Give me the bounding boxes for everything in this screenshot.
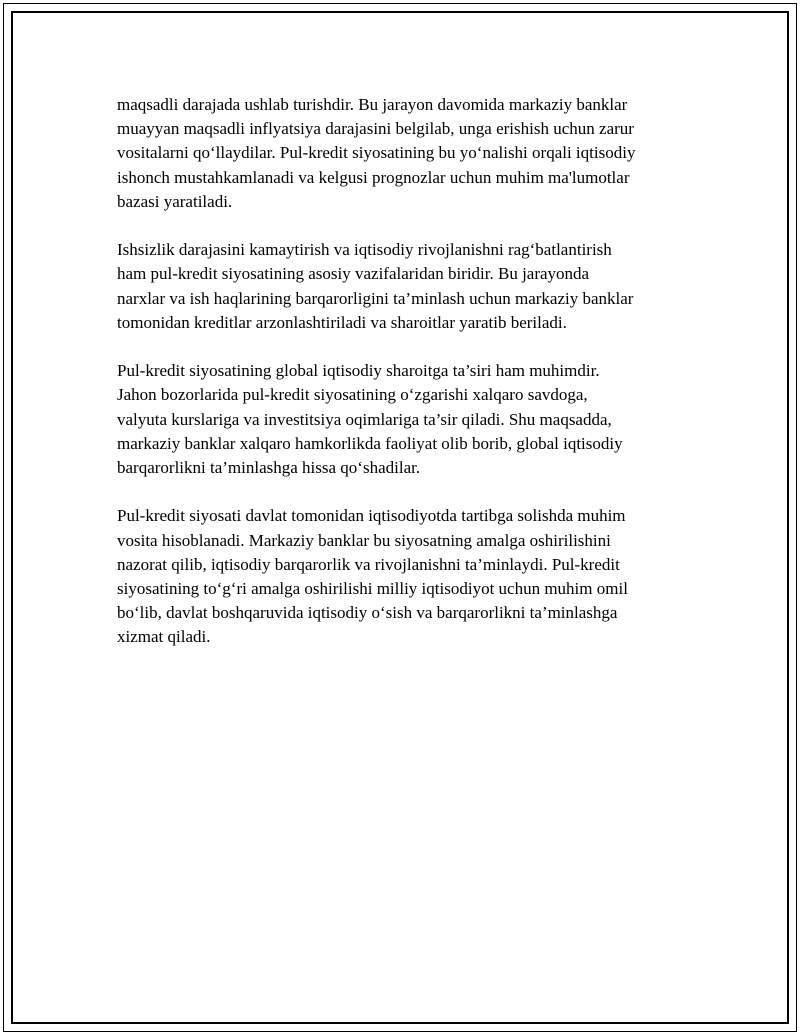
text-line: nazorat qilib, iqtisodiy barqarorlik va rivojlanishni ta’minlaydi. Pul-kredit <box>117 554 620 574</box>
text-line: valyuta kurslariga va investitsiya oqimlariga ta’sir qiladi. Shu maqsadda, <box>117 409 612 429</box>
document-body <box>117 93 687 650</box>
text-line: muayyan maqsadli inflyatsiya darajasini belgilab, unga erishish uchun zarur <box>117 119 634 139</box>
paragraph-4 <box>117 504 687 649</box>
text-line: markaziy banklar xalqaro hamkorlikda faoliyat olib borib, global iqtisodiy <box>117 433 623 453</box>
text-line: vositalarni qo‘llaydilar. Pul-kredit siyosatining bu yo‘nalishi orqali iqtisodiy <box>117 143 636 163</box>
text-line: Ishsizlik darajasini kamaytirish va iqtisodiy rivojlanishni rag‘batlantirish <box>117 240 612 260</box>
text-line: ishonch mustahkamlanadi va kelgusi prognozlar uchun muhim ma'lumotlar <box>117 167 630 187</box>
text-line: Jahon bozorlarida pul-kredit siyosatining o‘zgarishi xalqaro savdoga, <box>117 385 588 405</box>
text-line: bo‘lib, davlat boshqaruvida iqtisodiy o‘sish va barqarorlikni ta’minlashga <box>117 603 618 623</box>
text-line: vosita hisoblanadi. Markaziy banklar bu siyosatning amalga oshirilishini <box>117 530 611 550</box>
text-line: Pul-kredit siyosati davlat tomonidan iqtisodiyotda tartibga solishda muhim <box>117 506 626 526</box>
paragraph-3 <box>117 359 687 480</box>
text-line: barqarorlikni ta’minlashga hissa qo‘shadilar. <box>117 458 421 478</box>
paragraph-2 <box>117 238 687 335</box>
text-line: ham pul-kredit siyosatining asosiy vazifalaridan biridir. Bu jarayonda <box>117 264 590 284</box>
text-line: tomonidan kreditlar arzonlashtiriladi va sharoitlar yaratib beriladi. <box>117 312 567 332</box>
text-line: xizmat qiladi. <box>117 627 211 647</box>
text-line: maqsadli darajada ushlab turishdir. Bu jarayon davomida markaziy banklar <box>117 95 628 114</box>
text-line: Pul-kredit siyosatining global iqtisodiy sharoitga ta’siri ham muhimdir. <box>117 361 600 381</box>
text-line: narxlar va ish haqlarining barqarorligini ta’minlash uchun markaziy banklar <box>117 288 634 308</box>
text-line: siyosatining to‘g‘ri amalga oshirilishi milliy iqtisodiyot uchun muhim omil <box>117 579 628 599</box>
text-line: bazasi yaratiladi. <box>117 191 233 211</box>
paragraph-1 <box>117 93 687 214</box>
